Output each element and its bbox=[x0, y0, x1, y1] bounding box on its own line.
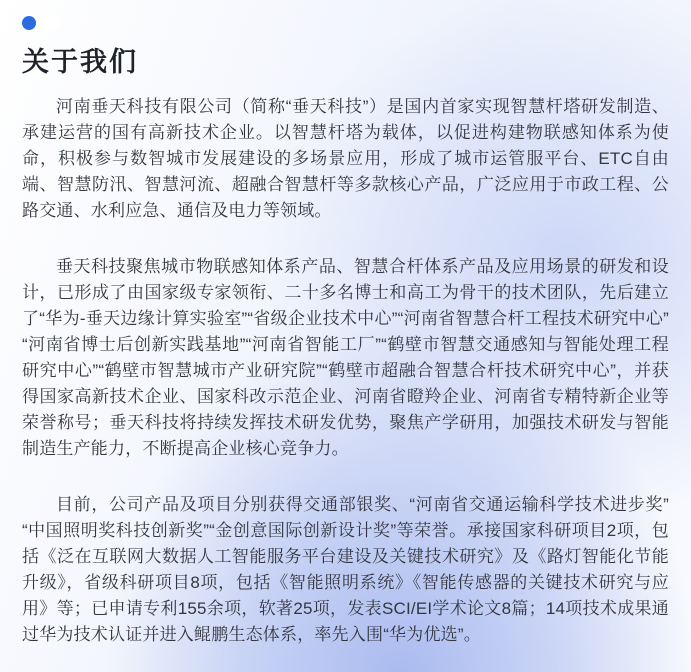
section-title: 关于我们 bbox=[22, 47, 138, 77]
section-marker-decoration bbox=[22, 16, 60, 30]
blue-dot-icon bbox=[22, 16, 36, 30]
about-paragraph-awards-projects: 目前，公司产品及项目分别获得交通部银奖、“河南省交通运输科学技术进步奖”“中国照明奖科技创新奖”“金创意国际创新设计奖”等荣誉。承接国家科研项目2项，包括《泛在互联网大数据人工智能服务平台建设及关键技术研究》及《路灯智能化节能升级》，省级科研项目8项，包括《智能照明系统》《智能传感器的关键技术研究与应用》等；已申请专利155余项，软著25项，发表SCI/EI学术论文8篇；14项技术成果通过华为技术认证并进入鲲鹏生态体系，率先入围“华为优选”。 bbox=[22, 495, 669, 644]
about-paragraph-rnd-honors: 垂天科技聚焦城市物联感知体系产品、智慧合杆体系产品及应用场景的研发和设计，已形成了由国家级专家领衔、二十多名博士和高工为骨干的技术团队，先后建立了“华为-垂天边缘计算实验室”“省级企业技术中心”“河南省智慧合杆工程技术研究中心”“河南省博士后创新实践基地”“河南省智能工厂”“鹤壁市智慧交通感知与智能处理工程研究中心”“鹤壁市智慧城市产业研究院”“鹤壁市超融合智慧合杆技术研究中心”，并获得国家高新技术企业、国家科改示范企业、河南省瞪羚企业、河南省专精特新企业等荣誉称号；垂天科技将持续发挥技术研发优势，聚焦产学研用，加强技术研发与智能制造生产能力，不断提高企业核心竞争力。 bbox=[22, 257, 669, 458]
about-paragraph-company-intro: 河南垂天科技有限公司（简称“垂天科技”）是国内首家实现智慧杆塔研发制造、承建运营的国有高新技术企业。以智慧杆塔为载体，以促进构建物联感知体系为使命，积极参与数智城市发展建设的多场景应用，形成了城市运管服平台、ETC自由端、智慧防汛、智慧河流、超融合智慧杆等多款核心产品，广泛应用于市政工程、公路交通、水利应急、通信及电力等领域。 bbox=[22, 97, 669, 220]
about-text-block bbox=[22, 94, 669, 648]
